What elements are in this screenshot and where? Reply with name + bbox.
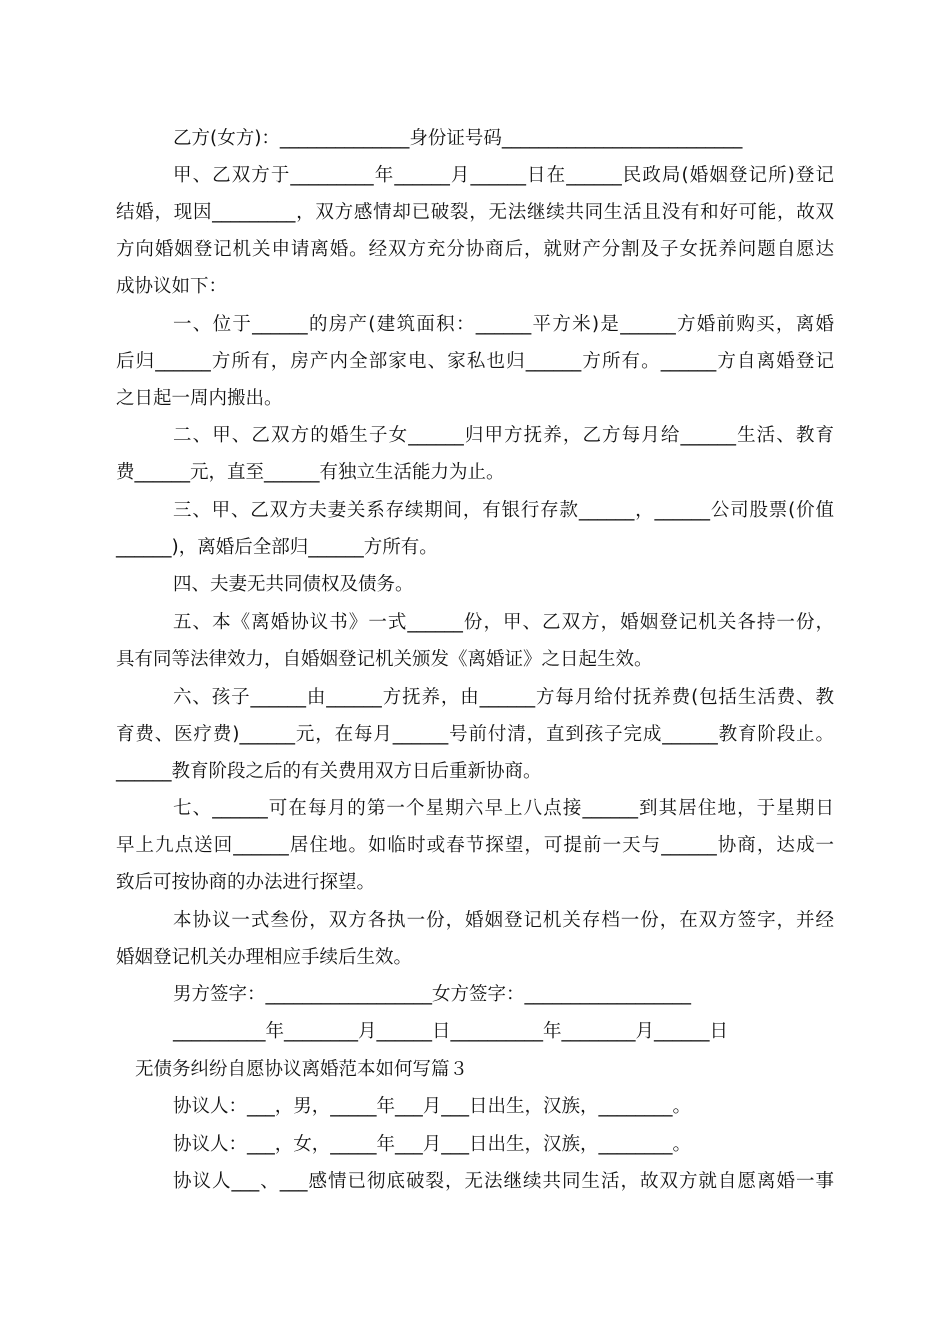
clause-6-line-1: 六、孩子______由______方抚养，由______方每月给付抚养费(包括生活费、教 (173, 687, 834, 708)
signature-line: 男方签字：__________________女方签字：__________________ (173, 984, 692, 1005)
paragraph-intro-line-2: 结婚，现因_________，双方感情却已破裂，无法继续共同生活且没有和好可能，故双 (116, 202, 834, 223)
party-line-female: 协议人：___，女，_____年___月___日出生，汉族，________。 (173, 1134, 692, 1155)
clause-4-line-1: 四、夫妻无共同债权及债务。 (173, 574, 414, 595)
paragraph-intro-line-1: 甲、乙双方于_________年______月______日在______民政局(婚姻登记所)登记 (173, 165, 834, 186)
clause-3-line-1: 三、甲、乙双方夫妻关系存续期间，有银行存款______，______公司股票(价值 (173, 500, 834, 521)
paragraph-intro-line-3: 方向婚姻登记机关申请离婚。经双方充分协商后，就财产分割及子女抚养问题自愿达 (116, 239, 834, 260)
paragraph-intro-line-4: 成协议如下： (116, 276, 228, 297)
party-line-male: 协议人：___，男，_____年___月___日出生，汉族，________。 (173, 1096, 692, 1117)
closing-line-2: 婚姻登记机关办理相应手续后生效。 (116, 947, 413, 968)
clause-3-line-2: ______)，离婚后全部归______方所有。 (116, 537, 438, 558)
party-b-line: 乙方(女方)：______________身份证号码__________________________ (173, 128, 743, 149)
clause-5-line-2: 具有同等法律效力，自婚姻登记机关颁发《离婚证》之日起生效。 (116, 649, 653, 670)
clause-7-line-2: 早上九点送回______居住地。如临时或春节探望，可提前一天与______协商，达成一 (116, 835, 834, 856)
clause-1-line-1: 一、位于______的房产(建筑面积：______平方米)是______方婚前购买，离婚 (173, 314, 834, 335)
clause-2-line-2: 费______元，直至______有独立生活能力为止。 (116, 462, 505, 483)
clause-5-line-1: 五、本《离婚协议书》一式______份，甲、乙双方，婚姻登记机关各持一份， (173, 612, 834, 633)
clause-6-line-3: ______教育阶段之后的有关费用双方日后重新协商。 (116, 761, 542, 782)
section-heading: 无债务纠纷自愿协议离婚范本如何写篇３ (135, 1059, 469, 1080)
agreement-line-1: 协议人___、___感情已彻底破裂，无法继续共同生活，故双方就自愿离婚一事 (173, 1171, 834, 1192)
clause-7-line-3: 致后可按协商的办法进行探望。 (116, 872, 376, 893)
closing-line-1: 本协议一式叁份，双方各执一份，婚姻登记机关存档一份，在双方签字，并经 (173, 910, 834, 931)
clause-1-line-3: 之日起一周内搬出。 (116, 388, 283, 409)
date-line: __________年________月______日__________年________月______日 (173, 1021, 729, 1042)
clause-2-line-1: 二、甲、乙双方的婚生子女______归甲方抚养，乙方每月给______生活、教育 (173, 425, 834, 446)
clause-1-line-2: 后归______方所有，房产内全部家电、家私也归______方所有。______方自离婚登记 (116, 351, 834, 372)
clause-7-line-1: 七、______可在每月的第一个星期六早上八点接______到其居住地，于星期日 (173, 798, 834, 819)
clause-6-line-2: 育费、医疗费)______元，在每月______号前付清，直到孩子完成______教育阶段止。 (116, 724, 834, 745)
